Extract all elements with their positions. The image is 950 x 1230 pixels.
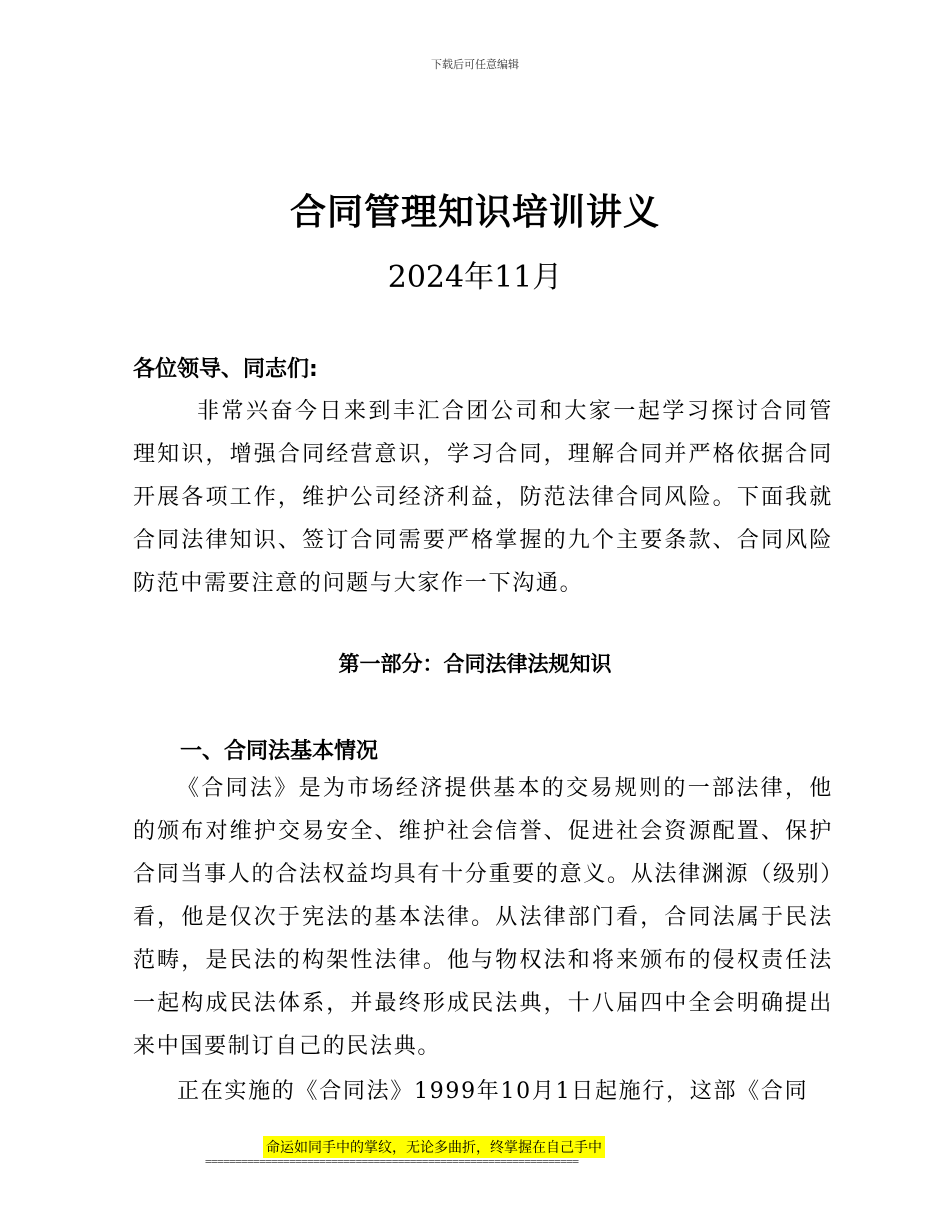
- intro-paragraph: 非常兴奋今日来到丰汇合团公司和大家一起学习探讨合同管理知识，增强合同经营意识，学习合同，理解合同并严格依据合同开展各项工作，维护公司经济利益，防范法律合同风险。下面我就合同法律知识、签订合同需要严格掌握的九个主要条款、合同风险防范中需要注意的问题与大家作一下沟通。: [133, 399, 833, 596]
- document-date: 2024年11月: [387, 260, 563, 295]
- body-paragraph-continued: 正在实施的《合同法》1999年10月1日起施行，这部《合同: [177, 1079, 809, 1104]
- heading-contract-law-overview: 一、合同法基本情况: [180, 739, 379, 764]
- footer-motto: 命运如同手中的掌纹，无论多曲折，终掌握在自己手中: [263, 1136, 605, 1158]
- footer-divider: ==============================================================: [205, 1155, 579, 1168]
- header-note: 下载后可任意编辑: [431, 58, 519, 71]
- document-title: 合同管理知识培训讲义: [289, 192, 660, 233]
- body-paragraph: 《合同法》是为市场经济提供基本的交易规则的一部法律，他的颁布对维护交易安全、维护社会信誉、促进社会资源配置、保护合同当事人的合法权益均具有十分重要的意义。从法律渊源（级别）看，他是仅次于宪法的基本法律。从法律部门看，合同法属于民法范畴，是民法的构架性法律。他与物权法和将来颁布的侵权责任法一起构成民法体系，并最终形成民法典，十八届四中全会明确提出来中国要制订自己的民法典。: [133, 776, 834, 1059]
- greeting: 各位领导、同志们:: [133, 357, 318, 382]
- section-title: 第一部分：合同法律法规知识: [338, 652, 612, 676]
